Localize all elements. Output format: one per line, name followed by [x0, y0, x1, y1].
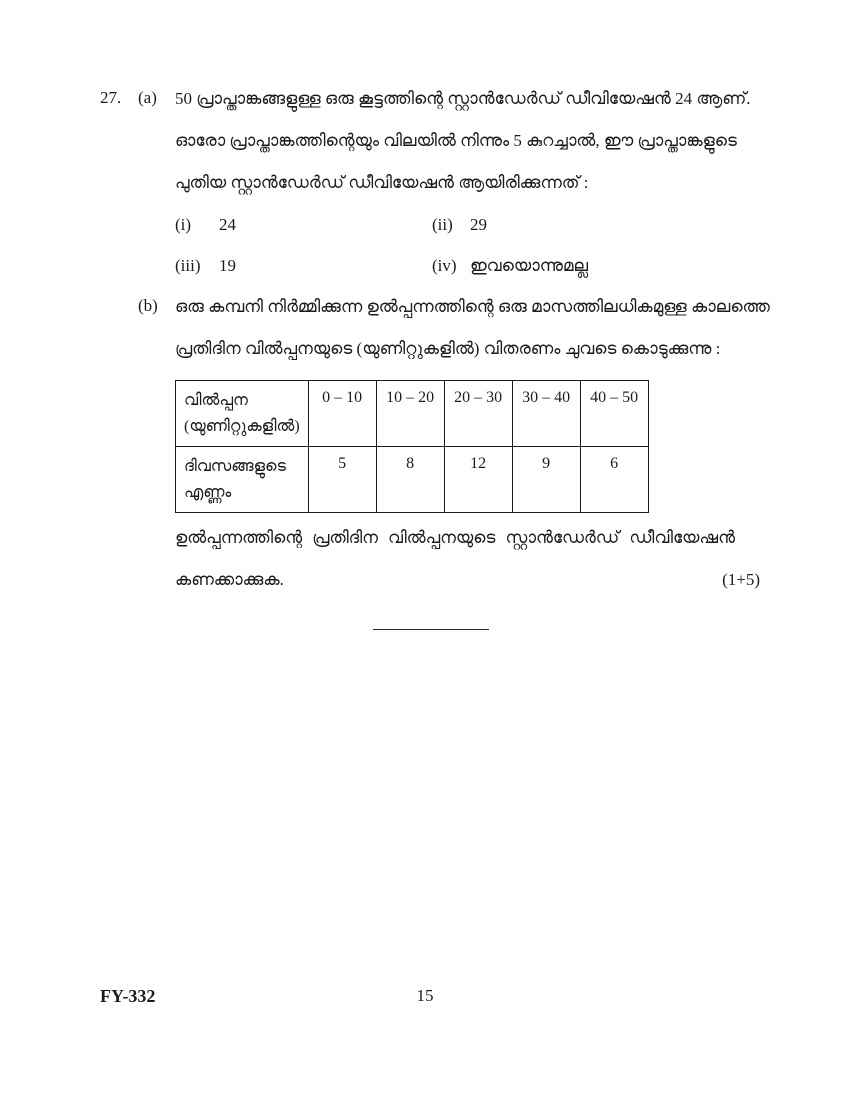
days-cell: 12	[444, 447, 512, 513]
days-cell: 6	[580, 447, 648, 513]
closing-line-2	[175, 569, 760, 591]
table-row-sales	[176, 381, 649, 447]
option-i-text: 24	[219, 215, 236, 234]
option-ii-label: (ii)	[432, 215, 453, 234]
part-a-label: (a)	[138, 88, 157, 107]
part-a-line-2: ഓരോ പ്രാപ്താങ്കത്തിന്റെയും വിലയിൽ നിന്നും 5 കുറച്ചാൽ, ഈ പ്രാപ്താങ്കളുടെ	[175, 131, 737, 150]
divider-wrap	[100, 629, 762, 630]
interval-cell: 0 – 10	[308, 381, 376, 447]
part-b-closing	[175, 527, 760, 591]
days-cell: 9	[512, 447, 580, 513]
option-ii-text: 29	[470, 215, 487, 234]
options-row-2	[175, 255, 762, 277]
part-b-label: (b)	[138, 296, 158, 315]
interval-cell: 20 – 30	[444, 381, 512, 447]
option-iv-label: (iv)	[432, 256, 457, 275]
marks-badge: (1+5)	[722, 570, 760, 589]
frequency-table	[175, 380, 649, 513]
sales-header-line-2: (യുണിറ്റുകളിൽ)	[184, 418, 300, 435]
days-header-cell	[176, 447, 309, 513]
interval-cell: 30 – 40	[512, 381, 580, 447]
question-27	[100, 88, 770, 630]
page-footer	[0, 986, 850, 1010]
part-b-body	[175, 338, 762, 591]
question-number: 27.	[100, 88, 122, 107]
days-header-line-2: എണ്ണം	[184, 484, 232, 501]
page-number: 15	[416, 986, 434, 1005]
part-a-first-row	[100, 88, 762, 130]
sales-header-cell	[176, 381, 309, 447]
part-b-first-row	[100, 296, 770, 338]
interval-cell: 10 – 20	[376, 381, 444, 447]
closing-line-2-text: കണക്കാക്കുക.	[175, 570, 284, 589]
table-row-days	[176, 447, 649, 513]
days-cell: 5	[308, 447, 376, 513]
days-header-line-1: ദിവസങ്ങളുടെ	[184, 458, 286, 475]
section-divider	[373, 629, 489, 630]
options-row-1	[175, 214, 762, 236]
option-iv-text: ഇവയൊന്നുമല്ല	[470, 256, 589, 275]
option-iii-text: 19	[219, 256, 236, 275]
part-a-body	[175, 130, 762, 277]
part-a-line-1: 50 പ്രാപ്താങ്കങ്ങളുള്ള ഒരു കൂട്ടത്തിന്റെ സ്റ്റാൻഡേർഡ് ഡീവിയേഷൻ 24 ആണ്.	[175, 89, 751, 108]
closing-line-1: ഉൽപ്പന്നത്തിന്റെ പ്രതിദിന വിൽപ്പനയുടെ സ്റ്റാൻഡേർഡ് ഡീവിയേഷൻ	[175, 528, 735, 547]
sales-header-line-1: വിൽപ്പന	[184, 392, 248, 409]
part-b-line-2: പ്രതിദിന വിൽപ്പനയുടെ (യുണിറ്റുകളിൽ) വിതരണം ചുവടെ കൊടുക്കുന്നു :	[175, 339, 721, 358]
days-cell: 8	[376, 447, 444, 513]
part-a-line-3: പുതിയ സ്റ്റാൻഡേർഡ് ഡീവിയേഷൻ ആയിരിക്കുന്നത് :	[175, 173, 589, 192]
paper-code: FY-332	[100, 986, 156, 1006]
interval-cell: 40 – 50	[580, 381, 648, 447]
option-i-label: (i)	[175, 215, 192, 234]
option-iii-label: (iii)	[175, 256, 201, 275]
part-b-line-1: ഒരു കമ്പനി നിർമ്മിക്കുന്ന ഉൽപ്പന്നത്തിന്റെ ഒരു മാസത്തിലധികമുള്ള കാലത്തെ	[175, 297, 770, 316]
